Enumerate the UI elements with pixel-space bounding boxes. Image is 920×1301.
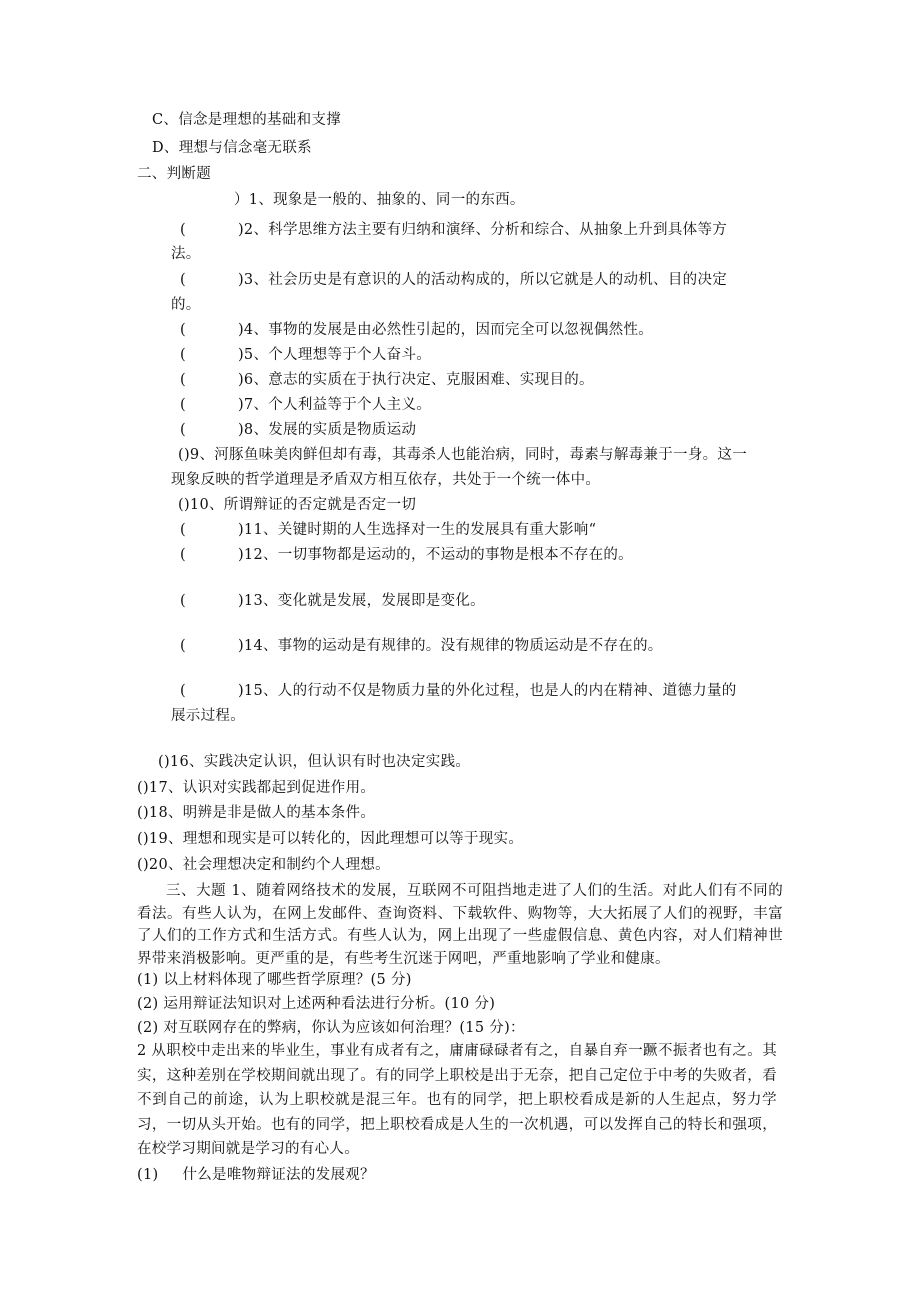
item-text: )12、一切事物都是运动的，不运动的事物是根本不存在的。 — [237, 547, 633, 563]
judgement-item-8 — [180, 420, 416, 440]
judgement-item-15 — [180, 681, 737, 701]
item-text: )6、意志的实质在于执行决定、克服困难、实现目的。 — [237, 372, 594, 388]
essay-question-2: 2 从职校中走出来的毕业生，事业有成者有之，庸庸碌碌者有之，自暴自弃一蹶不振者也有之。其实，这种差别在学校期间就出现了。有的同学上职校是出于无奈，把自己定位于中考的失败者，看不到自己的前途，认为上职校就是混三年。也有的同学，把上职校看成是新的人生起点，努力学习，一切从头开始。也有的同学，把上职校看成是人生的一次机遇，可以发挥自己的特长和强项，在校学习期间就是学习的有心人。 — [137, 1043, 777, 1157]
judgement-item-6 — [180, 370, 594, 390]
judgement-item-14 — [180, 636, 663, 656]
answer-paren: ( — [180, 522, 186, 538]
essay-question-1: 三、大题 1、随着网络技术的发展，互联网不可阻挡地走进了人们的生活。对此人们有不同的看法。有些人认为，在网上发邮件、查询资料、下载软件、购物等，大大拓展了人们的视野，丰富了人们的工作方式和生活方式。有些人认为，网上出现了一些虚假信息、黄色内容，对人们精神世界带来消极影响。更严重的是，有些考生沉迷于网吧，严重地影响了学业和健康。 — [137, 883, 783, 967]
judgement-item-11 — [180, 520, 596, 540]
essay-q1-sub3: (2) 对互联网存在的弊病，你认为应该如何治理？(15 分)： — [137, 1020, 525, 1036]
judgement-item-9-cont: 现象反映的哲学道理是矛盾双方相互依存，共处于一个统一体中。 — [171, 472, 601, 488]
judgement-item-15-cont: 展示过程。 — [171, 708, 245, 724]
answer-paren: ( — [180, 322, 186, 338]
answer-paren: ( — [180, 547, 186, 563]
sub-text: 什么是唯物辩证法的发展观？ — [182, 1167, 375, 1183]
judgement-item-3 — [180, 270, 727, 290]
answer-paren: ( — [180, 222, 186, 238]
section-heading-judgement: 二、判断题 — [137, 166, 211, 182]
judgement-item-16: ()16、实践决定认识，但认识有时也决定实践。 — [158, 754, 471, 770]
judgement-item-1: ）1、现象是一般的、抽象的、同一的东西。 — [234, 192, 525, 208]
answer-paren: ( — [180, 638, 186, 654]
essay-q1-sub1: (1) 以上材料体现了哪些哲学原理？(5 分) — [137, 972, 412, 988]
judgement-item-5 — [180, 345, 431, 365]
answer-paren: ( — [180, 593, 186, 609]
judgement-item-7 — [180, 395, 431, 415]
item-text: )15、人的行动不仅是物质力量的外化过程，也是人的内在精神、道德力量的 — [237, 683, 737, 699]
judgement-item-9: ()9、河豚鱼味美肉鲜但却有毒，其毒杀人也能治病，同时，毒素与解毒兼于一身。这一 — [178, 447, 748, 463]
item-text: )14、事物的运动是有规律的。没有规律的物质运动是不存在的。 — [237, 638, 663, 654]
answer-paren: ( — [180, 683, 186, 699]
judgement-item-12 — [180, 545, 633, 565]
answer-paren: ( — [180, 397, 186, 413]
answer-paren: ( — [180, 372, 186, 388]
answer-paren: ( — [180, 422, 186, 438]
essay-q1-sub2: (2) 运用辩证法知识对上述两种看法进行分析。(10 分) — [137, 996, 496, 1012]
sub-number: (1) — [137, 1167, 159, 1183]
option-c: C、信念是理想的基础和支撑 — [152, 112, 341, 128]
judgement-item-19: ()19、理想和现实是可以转化的，因此理想可以等于现实。 — [137, 831, 524, 847]
judgement-item-4 — [180, 320, 653, 340]
item-text: )4、事物的发展是由必然性引起的，因而完全可以忽视偶然性。 — [237, 322, 654, 338]
option-d: D、理想与信念毫无联系 — [152, 140, 312, 156]
judgement-item-20: ()20、社会理想决定和制约个人理想。 — [137, 857, 390, 873]
answer-paren: ( — [180, 272, 186, 288]
judgement-item-3-cont: 的。 — [171, 297, 201, 313]
item-text: )11、关键时期的人生选择对一生的发展具有重大影响“ — [237, 522, 597, 538]
judgement-item-2-cont: 法。 — [171, 246, 201, 262]
item-text: )3、社会历史是有意识的人的活动构成的，所以它就是人的动机、目的决定 — [237, 272, 728, 288]
judgement-item-13 — [180, 591, 485, 611]
judgement-item-17: ()17、认识对实践都起到促进作用。 — [137, 780, 376, 796]
item-text: )5、个人理想等于个人奋斗。 — [237, 347, 432, 363]
essay-q2-sub1 — [137, 1165, 375, 1185]
answer-paren: ( — [180, 347, 186, 363]
item-text: )2、科学思维方法主要有归纳和演绎、分析和综合、从抽象上升到具体等方 — [237, 222, 728, 238]
item-text: )8、发展的实质是物质运动 — [237, 422, 417, 438]
judgement-item-10: ()10、所谓辩证的否定就是否定一切 — [178, 497, 417, 513]
judgement-item-2 — [180, 220, 727, 240]
item-text: )13、变化就是发展，发展即是变化。 — [237, 593, 485, 609]
judgement-item-18: ()18、明辨是非是做人的基本条件。 — [137, 805, 376, 821]
item-text: )7、个人利益等于个人主义。 — [237, 397, 432, 413]
